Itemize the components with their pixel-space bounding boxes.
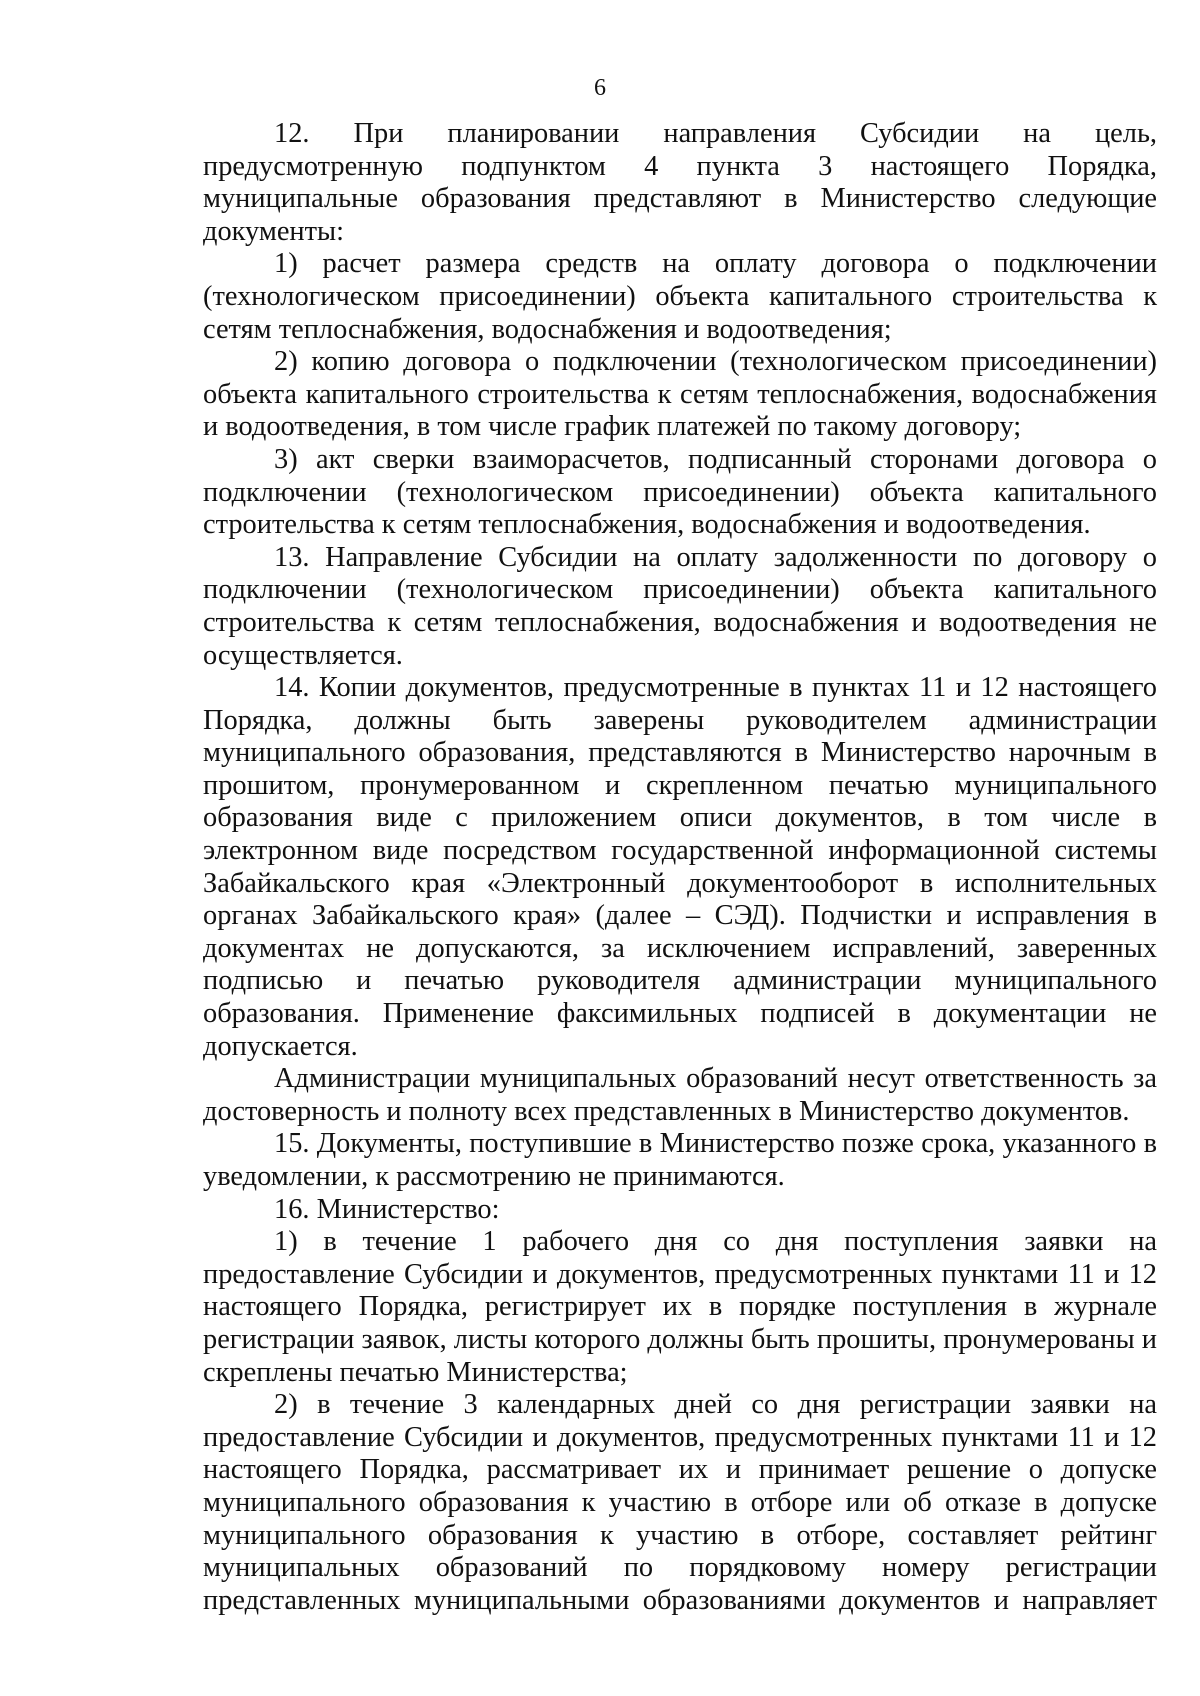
paragraph-12-item-1: 1) расчет размера средств на оплату договора о подключении (технологическом присоединении) объекта капитального строительства к сетям теплоснабжения, водоснабжения и водоотведения;	[203, 248, 1157, 345]
document-body	[203, 118, 1157, 1617]
paragraph-14-continued: Администрации муниципальных образований несут ответственность за достоверность и полноту всех представленных в Министерство документов.	[203, 1063, 1157, 1127]
paragraph-15: 15. Документы, поступившие в Министерство позже срока, указанного в уведомлении, к рассмотрению не принимаются.	[203, 1128, 1157, 1192]
paragraph-16-item-2: 2) в течение 3 календарных дней со дня регистрации заявки на предоставление Субсидии и документов, предусмотренных пунктами 11 и 12 настоящего Порядка, рассматривает их и принимает решение о допуске муниципального образования к участию в отборе или об отказе в допуске муниципального образования к участию в отборе, составляет рейтинг муниципальных образований по порядковому номеру регистрации представленных муниципальными образованиями документов и направляет	[203, 1389, 1157, 1616]
paragraph-12-item-3: 3) акт сверки взаиморасчетов, подписанный сторонами договора о подключении (технологическом присоединении) объекта капитального строительства к сетям теплоснабжения, водоснабжения и водоотведения.	[203, 443, 1157, 541]
paragraph-12: 12. При планировании направления Субсидии на цель, предусмотренную подпунктом 4 пункта 3 настоящего Порядка, муниципальные образования представляют в Министерство следующие документы:	[203, 118, 1157, 247]
paragraph-12-item-2: 2) копию договора о подключении (технологическом присоединении) объекта капитального строительства к сетям теплоснабжения, водоснабжения и водоотведения, в том числе график платежей по такому договору;	[203, 346, 1157, 443]
paragraph-16: 16. Министерство:	[274, 1193, 500, 1225]
paragraph-13: 13. Направление Субсидии на оплату задолженности по договору о подключении (технологическом присоединении) объекта капитального строительства к сетям теплоснабжения, водоснабжения и водоотведения не осуществляется.	[203, 541, 1157, 671]
paragraph-16-item-1: 1) в течение 1 рабочего дня со дня поступления заявки на предоставление Субсидии и документов, предусмотренных пунктами 11 и 12 настоящего Порядка, регистрирует их в порядке поступления в журнале регистрации заявок, листы которого должны быть прошиты, пронумерованы и скреплены печатью Министерства;	[203, 1226, 1157, 1388]
page-number: 6	[594, 75, 606, 101]
paragraph-14: 14. Копии документов, предусмотренные в пунктах 11 и 12 настоящего Порядка, должны быть заверены руководителем администрации муниципального образования, представляются в Министерство нарочным в прошитом, пронумерованном и скрепленном печатью муниципального образования виде с приложением описи документов, в том числе в электронном виде посредством государственной информационной системы Забайкальского края «Электронный документооборот в исполнительных органах Забайкальского края» (далее – СЭД). Подчистки и исправления в документах не допускаются, за исключением исправлений, заверенных подписью и печатью руководителя администрации муниципального образования. Применение факсимильных подписей в документации не допускается.	[203, 672, 1157, 1062]
